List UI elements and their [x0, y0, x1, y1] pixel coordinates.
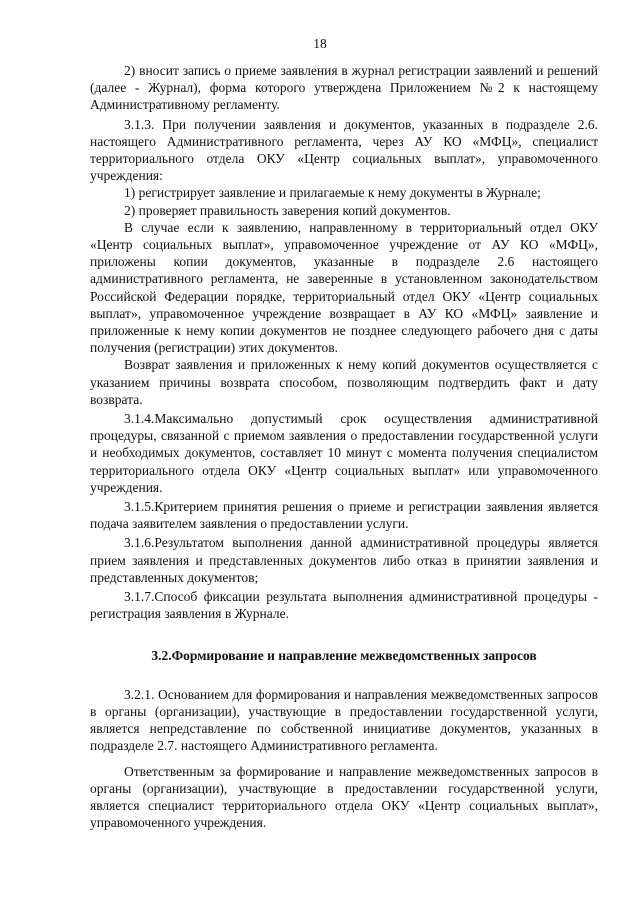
paragraph-journal-entry: 2) вносит запись о приеме заявления в журнал регистрации заявлений и решений (далее - Журнал), форма которого утверждена Приложением №2 к настоящему Административному регламенту.: [90, 63, 598, 113]
paragraph-checks-copies: 2) проверяет правильность заверения копий документов.: [124, 202, 451, 218]
paragraph-return-method: Возврат заявления и приложенных к нему копий документов осуществляется с указанием причины возврата способом, позволяющим подтвердить факт и дату возврата.: [90, 357, 598, 407]
paragraph-return-case: В случае если к заявлению, направленному в территориальный отдел ОКУ «Центр социальных выплат», управомоченное учреждение от АУ КО «МФЦ», приложены копии документов, указанные в подразделе 2.6 настоящего административного регламента, не заверенные в установленном законодательством Российской Федерации порядке, территориальный отдел ОКУ «Центр социальных выплат», управомоченное учреждение возвращает в АУ КО «МФЦ» заявление и приложенные к нему копии документов не позднее следующего рабочего дня с даты получения (регистрации) этих документов.: [90, 219, 598, 356]
paragraph-3-1-6: 3.1.6.Результатом выполнения данной административной процедуры является прием заявления и представленных документов либо отказ в принятии заявления и представленных документов;: [90, 535, 598, 585]
page-content: [90, 62, 598, 831]
paragraph-3-2-1: 3.2.1. Основанием для формирования и направления межведомственных запросов в органы (организации), участвующие в предоставлении государственной услуги, является непредставление по собственной инициативе документов, указанных в подразделе 2.7. настоящего Административного регламента.: [90, 686, 598, 754]
paragraph-3-1-5: 3.1.5.Критерием принятия решения о приеме и регистрации заявления является подача заявителем заявления о предоставлении услуги.: [90, 499, 598, 532]
paragraph-3-1-4: 3.1.4.Максимально допустимый срок осуществления административной процедуры, связанной с приемом заявления о предоставлении государственной услуги и необходимых документов, составляет 10 минут с момента получения специалистом территориального отдела ОКУ «Центр социальных выплат» или управомоченного учреждения.: [90, 411, 598, 495]
paragraph-registers: 1) регистрирует заявление и прилагаемые к нему документы в Журнале;: [124, 185, 541, 201]
page-number: 18: [313, 36, 327, 51]
paragraph-responsible: Ответственным за формирование и направление межведомственных запросов в органы (организации), участвующие в предоставлении государственной услуги, является специалист территориального отдела ОКУ «Центр социальных выплат», управомоченного учреждения.: [90, 763, 598, 831]
paragraph-3-1-7: 3.1.7.Способ фиксации результата выполнения административной процедуры - регистрация заявления в Журнале.: [90, 589, 598, 622]
paragraph-3-1-3: 3.1.3. При получении заявления и документов, указанных в подразделе 2.6. настоящего Административного регламента, через АУ КО «МФЦ», специалист территориального отдела ОКУ «Центр социальных выплат», управомоченного учреждения:: [90, 116, 598, 184]
section-heading-3-2: 3.2.Формирование и направление межведомственных запросов: [151, 647, 537, 663]
